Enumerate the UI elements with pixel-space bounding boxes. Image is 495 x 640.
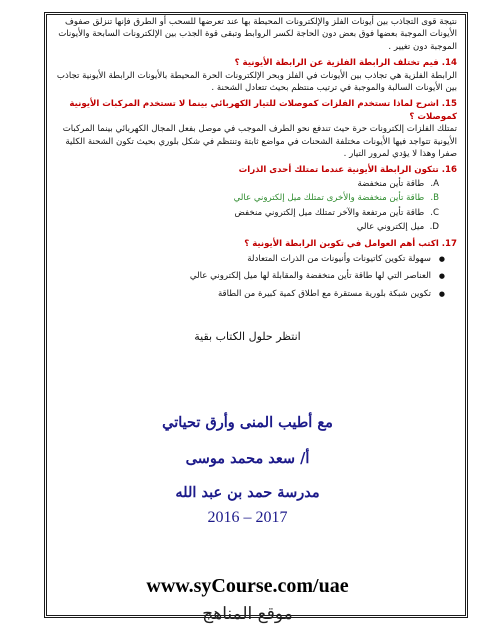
option-a-text: طاقة تأين منخفضة	[357, 178, 425, 189]
footer-url[interactable]: www.syCourse.com/uae	[146, 575, 349, 597]
option-c	[52, 207, 439, 219]
signature-greeting: مع أطيب المنى وأرق تحياتي	[162, 414, 333, 431]
bullet-item: ● تكوين شبكة بلورية مستقرة مع اطلاق كمية كبيرة من الطاقة	[52, 288, 431, 300]
question-16-text: تتكون الرابطة الأيونية عندما تمتلك أحدى الذرات	[238, 165, 439, 176]
question-14-text: فيم تختلف الرابطة الفلزية عن الرابطة الأيونية ؟	[234, 58, 439, 69]
option-b-text: طاقة تأين منخفضة والأخرى تمتلك ميل إلكتروني عالي	[233, 193, 425, 204]
question-15-number: 15.	[441, 99, 457, 110]
question-16-options	[52, 178, 457, 234]
document-body	[52, 16, 457, 305]
option-d-text: ميل إلكتروني عالي	[356, 222, 425, 233]
option-b	[52, 192, 439, 204]
footer-site-name: موقع المناهج	[202, 604, 293, 624]
question-16	[52, 164, 457, 176]
option-c-text: طاقة تأين مرتفعة والآخر تمتلك ميل إلكتروني منخفض	[234, 207, 425, 218]
answer-15: تمتلك الفلزات إلكترونات حرة حيث تندفع نحو الطرف الموجب في موصل بفعل المجال الكهربائي بينما المركبات الأيونية تتواجد فيها الأيونات مختلفة الشحنات في مواضع ثابتة وتنتظم في شكل بلوري بحيث تكون الشحنة الكلية صفرا وهذا لا يؤدي لمرور التيار .	[62, 124, 457, 160]
option-b-letter: B.	[430, 193, 439, 204]
question-14-number: 14.	[441, 58, 457, 69]
option-a-letter: A.	[430, 178, 439, 189]
question-16-number: 16.	[441, 165, 457, 176]
option-a	[52, 178, 439, 190]
option-d	[52, 221, 439, 233]
bullet-item: ● العناصر التي لها طاقة تأين منخفضة والمقابلة لها ميل إلكتروني عالي	[52, 270, 431, 282]
signature-teacher: أ/ سعد محمد موسى	[185, 450, 310, 467]
answer-14: الرابطة الفلزية هي تجاذب بين الأيونات في الفلز وبحر الإلكترونات الحرة المحيطة بالأيونات الرابطة الأيونية تجاذب بين الأيونات السالبة والموجبة في ترتيب منتظم بحيث تتعادل الشحنة .	[56, 70, 457, 94]
question-14	[52, 57, 457, 69]
question-17	[52, 238, 457, 250]
bullet-item: ● سهولة تكوين كاتيونات وأنيونات من الذرات المتعادلة	[52, 253, 431, 265]
signature-school: مدرسة حمد بن عبد الله	[175, 484, 320, 501]
question-17-bullets	[52, 253, 457, 300]
option-d-letter: D.	[429, 222, 439, 233]
question-15-text: اشرح لماذا تستخدم الفلزات كموصلات للتيار الكهربائي بينما لا تستخدم المركبات الأيونية كموصلات ؟	[69, 99, 457, 122]
option-c-letter: C.	[430, 207, 439, 218]
question-17-text: اكتب أهم العوامل في تكوين الرابطة الأيونية ؟	[244, 238, 439, 249]
intro-paragraph: نتيجة قوى التجاذب بين أيونات الفلز والإلكترونات المحيطة بها عند تعرضها للسحب أو الطرق فإنها تنزلق صفوف الأيونات الموجبة بعضها فوق بعض دون الحاجة لكسر الروابط وتبقى قوة الجذب بين الإلكترونات السابحة والأيونات الموجبة دون تغيير .	[58, 17, 457, 52]
question-15	[52, 98, 457, 123]
academic-year: 2016 – 2017	[207, 509, 288, 526]
question-17-number: 17.	[441, 238, 457, 249]
closing-wish: انتظر حلول الكتاب بقية	[194, 330, 301, 343]
